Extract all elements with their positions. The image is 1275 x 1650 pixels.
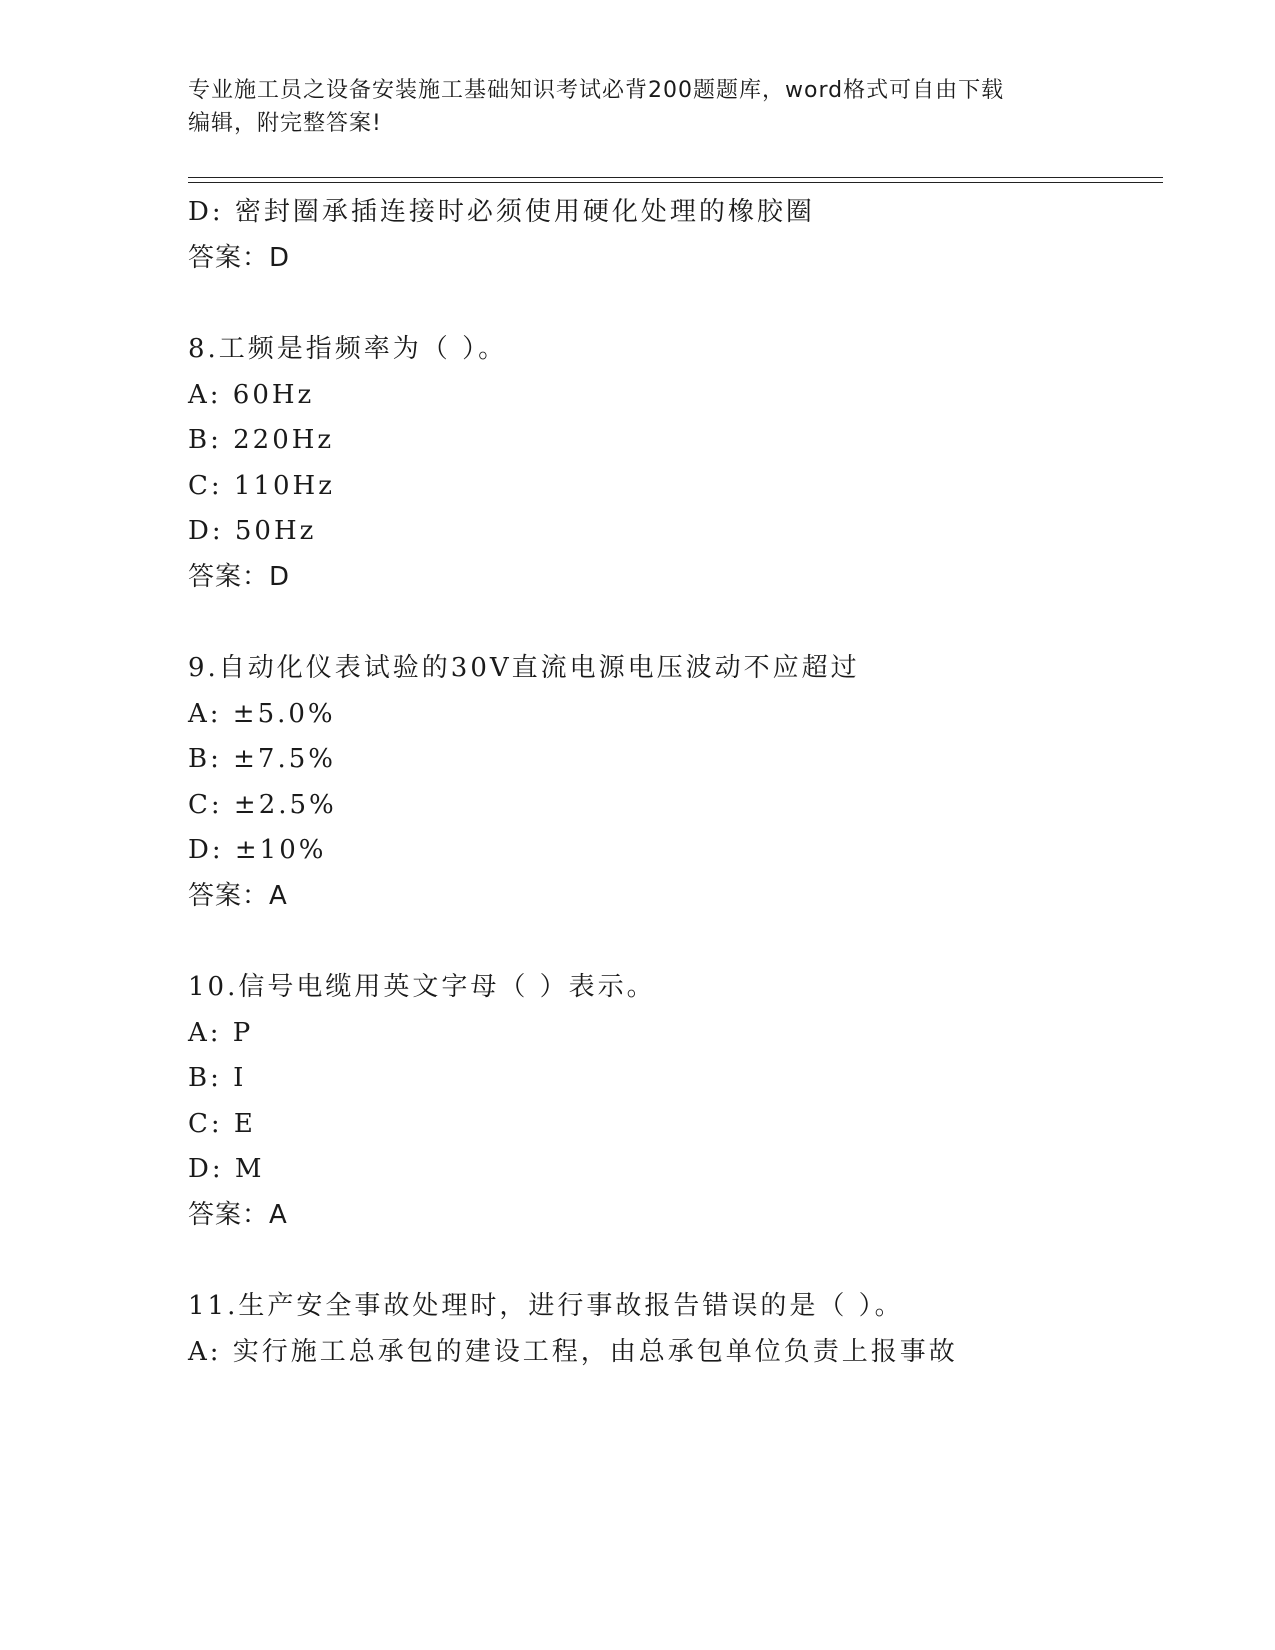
option-a: A: 60Hz xyxy=(188,379,315,410)
header-divider-bottom xyxy=(188,182,1163,183)
question-answer: 答案：D xyxy=(188,561,291,592)
header-divider-top xyxy=(188,177,1163,178)
question-block-11 xyxy=(188,1284,1188,1375)
spacer xyxy=(188,281,1188,327)
question-block-9 xyxy=(188,646,1188,919)
previous-question-answer: 答案：D xyxy=(188,242,291,273)
option-b: B: 220Hz xyxy=(188,425,335,455)
question-stem: 8.工频是指频率为（ ）。 xyxy=(188,334,508,364)
option-c: C: ±2.5% xyxy=(188,789,337,820)
option-d: D: ±10% xyxy=(188,835,327,865)
header-title-line-1: 专业施工员之设备安装施工基础知识考试必背200题题库，word格式可自由下载 xyxy=(188,78,1005,103)
option-b: B: I xyxy=(188,1063,247,1093)
header-title-line-2: 编辑，附完整答案! xyxy=(188,111,382,136)
question-stem: 10.信号电缆用英文字母（ ）表示。 xyxy=(188,972,656,1002)
option-a: A: ±5.0% xyxy=(188,698,336,729)
option-d: D: M xyxy=(188,1154,265,1184)
question-list xyxy=(188,190,1188,1375)
option-b: B: ±7.5% xyxy=(188,744,336,774)
question-answer: 答案：A xyxy=(188,1199,288,1230)
question-answer: 答案：A xyxy=(188,880,288,911)
option-d: D: 50Hz xyxy=(188,516,317,546)
option-c: C: 110Hz xyxy=(188,470,335,501)
question-block-8 xyxy=(188,327,1188,600)
spacer xyxy=(188,919,1188,965)
option-a: A: 实行施工总承包的建设工程，由总承包单位负责上报事故 xyxy=(188,1336,958,1367)
document-header xyxy=(188,74,1068,140)
option-a: A: P xyxy=(188,1017,254,1048)
spacer xyxy=(188,600,1188,646)
spacer xyxy=(188,1238,1188,1284)
question-block-10 xyxy=(188,965,1188,1238)
previous-question-option-d: D: 密封圈承插连接时必须使用硬化处理的橡胶圈 xyxy=(188,197,815,227)
option-c: C: E xyxy=(188,1108,256,1139)
question-stem: 9.自动化仪表试验的30V直流电源电压波动不应超过 xyxy=(188,653,860,683)
question-stem: 11.生产安全事故处理时，进行事故报告错误的是（ ）。 xyxy=(188,1291,904,1321)
